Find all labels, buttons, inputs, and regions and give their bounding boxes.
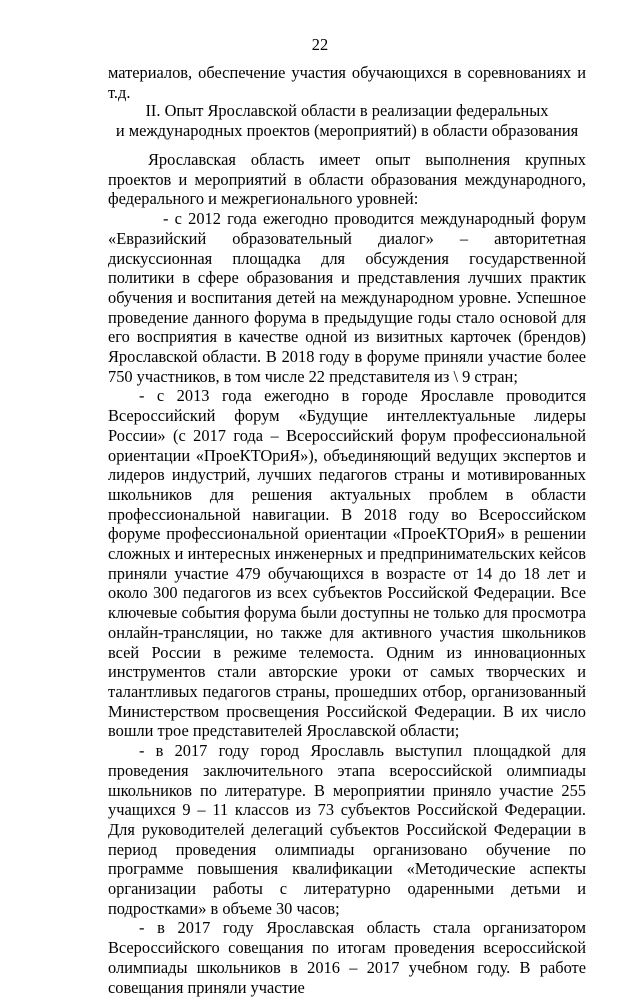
intro-text — [108, 63, 586, 102]
paragraph-proektoria-forum: - с 2013 года ежегодно в городе Ярославле проводится Всероссийский форум «Будущие интеллектуальные лидеры России» (с 2017 года – Всероссийский форум профессиональной ориентации «ПроеКТОриЯ»), объединяющий ведущих экспертов и лидеров индустрий, лучших педагогов страны и мотивированных школьников для решения актуальных проблем в области профессиональной навигации. В 2018 году во Всероссийском форуме профессиональной ориентации «ПроеКТОриЯ» в решении сложных и интересных инженерных и предпринимательских кейсов приняли участие 479 обучающихся в возрасте от 14 до 18 лет и около 300 педагогов из всех субъектов Российской Федерации. Все ключевые события форума были доступны не только для просмотра онлайн-трансляции, но также для активного участия школьников всей России в режиме телемоста. Одним из инновационных инструментов стали авторские уроки от самых творческих и талантливых педагогов страны, прошедших отбор, организованный Министерством просвещения Российской Федерации. В их число вошли трое представителей Ярославской области; — [108, 386, 586, 741]
paragraph-meeting-2017: - в 2017 году Ярославская область стала организатором Всероссийского совещания по итогам проведения всероссийской олимпиады школьников в 2016 – 2017 учебном году. В работе совещания приняли участие — [108, 918, 586, 997]
section-heading-line-1: II. Опыт Ярославской области в реализации федеральных — [145, 101, 549, 120]
intro-line: материалов, обеспечение участия обучающихся в соревнованиях и т.д. — [108, 63, 586, 102]
paragraph-olympiad-2017: - в 2017 году город Ярославль выступил площадкой для проведения заключительного этапа всероссийской олимпиады школьников по литературе. В мероприятии приняло участие 255 учащихся 9 – 11 классов из 73 субъектов Российской Федерации. Для руководителей делегаций субъектов Российской Федерации в период проведения олимпиады организовано обучение по программе повышения квалификации «Методические аспекты организации работы с литературно одаренными детьми и подростками» в объеме 30 часов; — [108, 741, 586, 918]
paragraph-eurasian-forum: - с 2012 года ежегодно проводится международный форум «Евразийский образовательный диалог» – авторитетная дискуссионная площадка для обсуждения государственной политики в сфере образования и представления лучших практик обучения и воспитания детей на международном уровне. Успешное проведение данного форума в предыдущие годы стало основой для его восприятия в качестве одной из визитных карточек (брендов) Ярославской области. В 2018 году в форуме приняли участие более 750 участников, в том числе 22 представителя из \ 9 стран; — [108, 209, 586, 386]
body-text — [108, 150, 586, 997]
section-heading — [108, 101, 586, 140]
section-heading-line-2: и международных проектов (мероприятий) в области образования — [115, 120, 579, 140]
page-number: 22 — [311, 35, 329, 54]
paragraph-intro: Ярославская область имеет опыт выполнения крупных проектов и мероприятий в области образования международного, федерального и межрегионального уровней: — [108, 150, 586, 209]
